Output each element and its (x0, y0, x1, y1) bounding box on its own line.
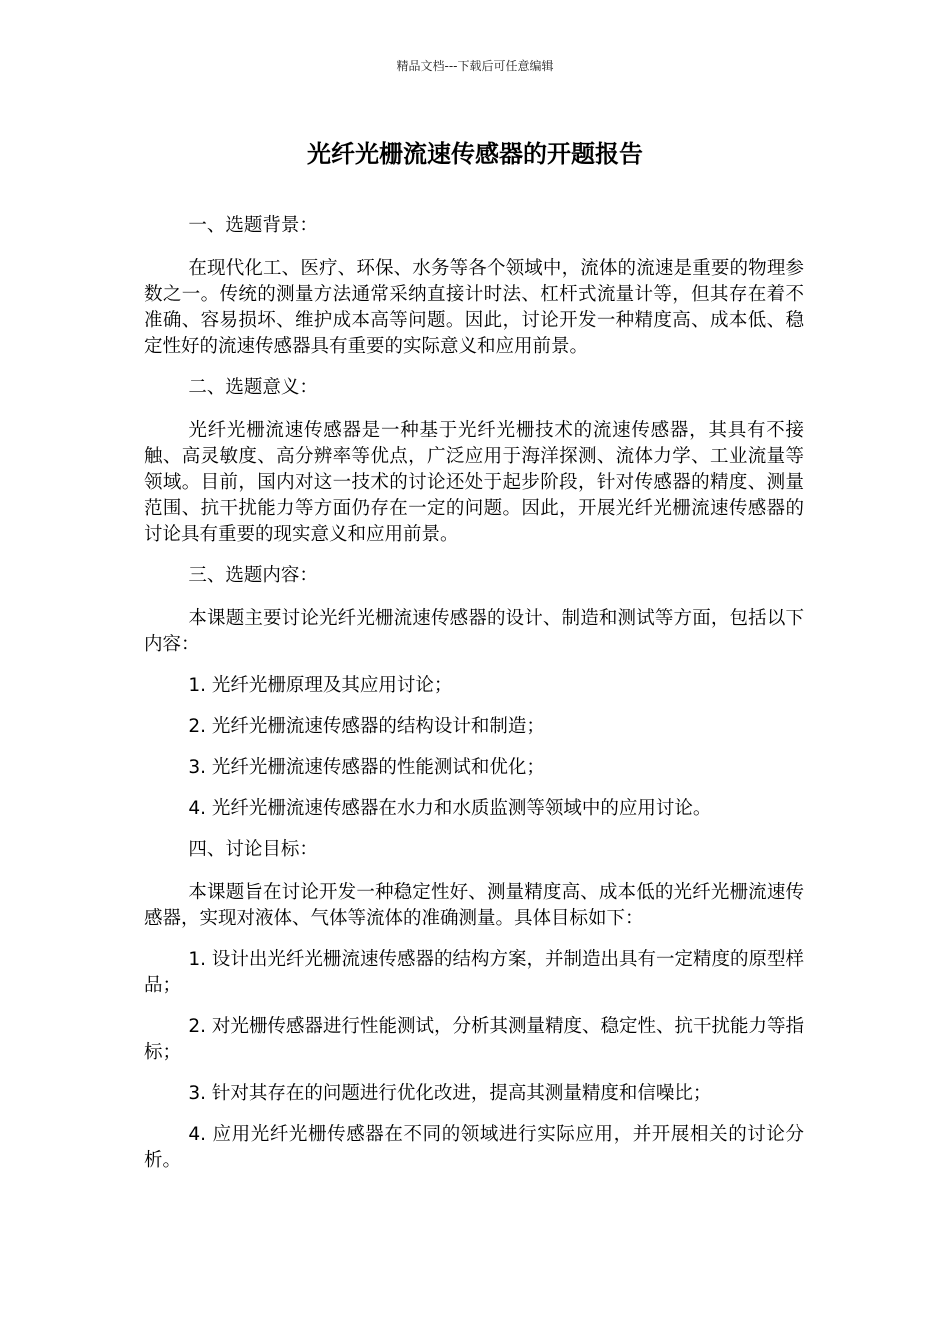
list-item-content-1: 1. 光纤光栅原理及其应用讨论； (188, 675, 453, 696)
list-item-objective-3: 3. 针对其存在的问题进行优化改进，提高其测量精度和信噪比； (188, 1083, 712, 1104)
paragraph-significance: 光纤光栅流速传感器是一种基于光纤光栅技术的流速传感器，其具有不接触、高灵敏度、高分辨率等优点，广泛应用于海洋探测、流体力学、工业流量等领域。目前，国内对这一技术的讨论还处于起步阶段，针对传感器的精度、测量范围、抗干扰能力等方面仍存在一定的问题。因此，开展光纤光栅流速传感器的讨论具有重要的现实意义和应用前景。 (144, 420, 804, 545)
section-heading-objectives: 四、讨论目标： (188, 839, 318, 860)
section-heading-content: 三、选题内容： (188, 565, 318, 586)
list-item-objective-2: 2. 对光栅传感器进行性能测试，分析其测量精度、稳定性、抗干扰能力等指标； (144, 1016, 804, 1063)
list-item-objective-4: 4. 应用光纤光栅传感器在不同的领域进行实际应用，并开展相关的讨论分析。 (144, 1124, 804, 1171)
list-item-objective-1: 1. 设计出光纤光栅流速传感器的结构方案，并制造出具有一定精度的原型样品； (144, 949, 804, 996)
paragraph-background: 在现代化工、医疗、环保、水务等各个领域中，流体的流速是重要的物理参数之一。传统的测量方法通常采纳直接计时法、杠杆式流量计等，但其存在着不准确、容易损坏、维护成本高等问题。因此，讨论开发一种精度高、成本低、稳定性好的流速传感器具有重要的实际意义和应用前景。 (144, 258, 804, 357)
document-body (144, 213, 804, 1189)
paragraph-objectives-intro: 本课题旨在讨论开发一种稳定性好、测量精度高、成本低的光纤光栅流速传感器，实现对液体、气体等流体的准确测量。具体目标如下： (144, 882, 804, 929)
section-heading-background: 一、选题背景： (188, 215, 318, 236)
document-title: 光纤光栅流速传感器的开题报告 (307, 140, 643, 168)
list-item-content-2: 2. 光纤光栅流速传感器的结构设计和制造； (188, 716, 545, 737)
paragraph-content-intro: 本课题主要讨论光纤光栅流速传感器的设计、制造和测试等方面，包括以下内容： (144, 608, 804, 655)
header-note: 精品文档---下载后可任意编辑 (396, 59, 554, 73)
section-heading-significance: 二、选题意义： (188, 377, 318, 398)
list-item-content-4: 4. 光纤光栅流速传感器在水力和水质监测等领域中的应用讨论。 (188, 798, 712, 819)
list-item-content-3: 3. 光纤光栅流速传感器的性能测试和优化； (188, 757, 545, 778)
